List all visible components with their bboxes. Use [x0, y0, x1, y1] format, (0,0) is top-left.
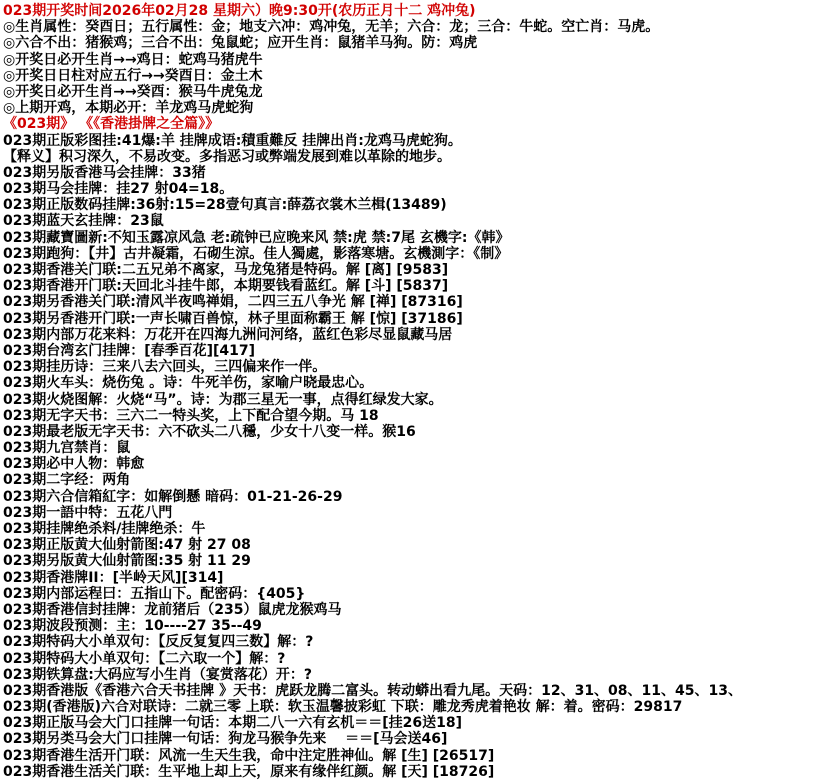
text-line-45: 023期正版马会大门口挂牌一句话：本期二八一六有玄机＝＝[挂26送18] [3, 715, 462, 732]
text-line-35: 023期另版黄大仙射箭图:35 射 11 29 [3, 553, 251, 570]
text-line-12: 023期马会挂牌：挂27 射04=18。 [3, 181, 234, 198]
text-line-23: 023期挂历诗：三来八去六回头，三四偏来作一伴。 [3, 359, 327, 376]
text-line-13: 023期正版数码挂牌:36射:15=28壹句真言:薛荔衣裳木兰楫(13489) [3, 197, 447, 214]
text-lines-container [3, 3, 835, 780]
text-line-16: 023期跑狗：【井】古井凝霜，石砌生涼。佳人獨處，影落寒塘。玄機測字：《制》 [3, 245, 509, 262]
text-line-38: 023期香港信封挂牌：龙前猪后（235）鼠虎龙猴鸡马 [3, 601, 342, 618]
text-line-15: 023期藏寶圖新:不知玉露凉风急 老:疏钟已应晚来风 禁:虎 禁:7尾 玄機字:《韩》 [3, 229, 510, 246]
text-line-14: 023期蓝天玄挂牌：23鼠 [3, 213, 164, 230]
text-line-34: 023期正版黄大仙射箭图:47 射 27 08 [3, 537, 251, 554]
text-line-9: 023期正版彩图挂:41爆:羊 挂牌成语:積重難反 挂牌出肖:龙鸡马虎蛇狗。 [3, 132, 462, 149]
text-line-25: 023期火烧图解：火烧“马”。诗：为郡三星无一事，点得红绿发大家。 [3, 391, 443, 408]
text-line-31: 023期六合信箱紅字：如解倒懸 暗码：01-21-26-29 [3, 488, 343, 505]
text-line-7: ◎上期开鸡，本期必开：羊龙鸡马虎蛇狗 [3, 100, 254, 117]
text-line-43: 023期香港版《香港六合天书挂牌 》天书：虎跃龙腾二富头。转动蟒出看九尾。天码：12、31、08、11、45、13、 [3, 682, 742, 699]
text-line-37: 023期内部运程曰：五指山下。配密码：{405} [3, 585, 306, 602]
text-line-3: ◎六合不出：猪猴鸡；三合不出：兔鼠蛇；应开生肖：鼠猪羊马狗。防：鸡虎 [3, 35, 478, 52]
text-line-40: 023期特码大小单双句：【反反复复四三数】解：? [3, 634, 314, 651]
text-line-2: ◎生肖属性：癸酉日；五行属性：金；地支六冲：鸡冲兔，无羊；六合：龙；三合：牛蛇。空亡肖：马虎。 [3, 19, 660, 36]
text-line-19: 023期另香港关门联:清风半夜鸣禅娟，二四三五八争光 解 [禅] [87316] [3, 294, 463, 311]
text-line-47: 023期香港生活开门联：风流一生天生我，命中注定胜神仙。解 [生] [26517] [3, 747, 495, 764]
text-line-11: 023期另版香港马会挂牌：33猪 [3, 164, 206, 181]
text-line-33: 023期挂牌绝杀料/挂牌绝杀：牛 [3, 521, 206, 537]
text-line-46: 023期另类马会大门口挂牌一句话：狗龙马猴争先来 ＝＝[马会送46] [3, 731, 448, 748]
text-line-32: 023期一語中特：五花八門 [3, 504, 173, 521]
text-line-29: 023期必中人物：韩愈 [3, 456, 145, 473]
text-line-8: 《023期》 《《香港掛牌之全篇》》 [3, 116, 220, 133]
text-line-6: ◎开奖日必开生肖→→癸酉：猴马牛虎兔龙 [3, 83, 263, 100]
text-line-4: ◎开奖日必开生肖→→鸡日：蛇鸡马猪虎牛 [3, 51, 263, 68]
text-line-26: 023期无字天书：三六二一特头奖，上下配合望今期。马 18 [3, 407, 379, 424]
text-line-42: 023期铁算盘:大码应写小生肖（宴赏落花）开：? [3, 666, 312, 683]
text-line-36: 023期香港牌II：[半岭天风][314] [3, 569, 224, 586]
text-line-22: 023期台湾玄门挂牌：[春季百花][417] [3, 342, 256, 359]
text-line-20: 023期另香港开门联:一声长啸百兽惊，林子里面称霸王 解 [惊] [37186] [3, 310, 463, 327]
text-line-41: 023期特码大小单双句：【二六取一个】解：? [3, 650, 286, 667]
text-line-10: 【释义】积习深久，不易改变。多指恶习或弊端发展到难以革除的地步。 [3, 148, 451, 165]
text-line-30: 023期二字经：两角 [3, 472, 131, 489]
text-line-1: 023期开奖时间2026年02月28 星期六）晚9:30开(农历正月十二 鸡冲兔) [3, 3, 476, 19]
text-line-5: ◎开奖日日柱对应五行→→癸酉日：金土木 [3, 67, 263, 84]
text-line-48: 023期香港生活关门联：生平地上却上天，原来有缘伴红颜。解 [天] [18726] [3, 763, 495, 780]
text-line-24: 023期火车头：烧伤兔 。诗：牛死羊伤，家喻户晓最忠心。 [3, 375, 374, 392]
text-line-27: 023期最老版无字天书：六不砍头二八穩，少女十八变一样。猴16 [3, 423, 416, 440]
text-line-39: 023期波段预测：主：10----27 35--49 [3, 618, 262, 635]
text-line-28: 023期九宫禁肖：鼠 [3, 440, 131, 457]
text-line-18: 023期香港开门联:天回北斗挂牛郎，本期要钱看蓝红。解 [斗] [5837] [3, 278, 449, 295]
text-line-44: 023期(香港版)六合对联诗：二就三零 上联：软玉温馨披彩虹 下联：雕龙秀虎着艳妆 解：着。密码：29817 [3, 699, 683, 716]
text-line-17: 023期香港关门联:二五兄弟不离家，马龙兔猪是特码。解 [离] [9583] [3, 262, 449, 278]
text-line-21: 023期内部万花来料：万花开在四海九洲问河络，蓝红色彩尽显鼠藏马居 [3, 326, 453, 343]
